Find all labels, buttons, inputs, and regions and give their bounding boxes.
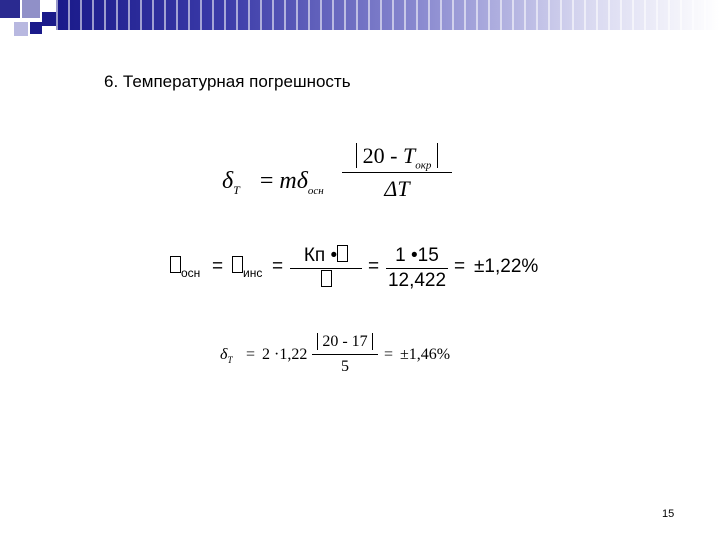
fraction-denominator [290,269,362,293]
formula-temperature-calc [220,330,480,386]
formula3-factor: 2 ·1,22 [262,346,308,363]
formula1-lhs [222,168,324,198]
fraction-denominator: 5 [341,358,349,375]
decor-square [14,22,28,36]
fraction-numerator [312,330,378,354]
formula-temperature-error [222,140,462,210]
fraction-denominator: ΔT [384,176,410,201]
formula2-fraction2 [386,244,448,293]
missing-glyph-box [170,256,181,273]
fraction-numerator: 1 •15 [395,245,439,266]
decor-square [22,0,40,18]
decor-square [30,22,42,34]
lhs-subscript: осн [181,265,201,280]
equals-sign: = [272,256,284,277]
delta-subscript: T [233,182,240,197]
delta-subscript: T [227,355,233,366]
missing-glyph-box [337,245,348,262]
missing-glyph-box [321,270,332,287]
formula3-lhs [220,346,232,365]
delta-symbol: δ [220,346,228,363]
formula1-fraction [342,140,452,205]
equals-sign: = [368,256,380,277]
absolute-value [356,143,439,172]
fraction-numerator [342,140,452,172]
absolute-value: 20 - 17 [317,333,372,350]
numerator-text: 20 - [362,143,403,168]
slide-title: 6. Температурная погрешность [104,72,351,91]
formula-basic-error [170,245,550,304]
delta-symbol: δ [296,168,308,194]
equals-sign: = [384,346,394,363]
fraction-numerator [290,244,362,268]
equals-sign: = [212,256,224,277]
delta-symbol: δ [222,168,234,194]
formula2-mid [232,256,262,280]
page-number: 15 [662,508,675,520]
missing-glyph-box [232,256,243,273]
mid-subscript: инс [243,265,263,280]
equals-sign: = [454,256,466,277]
equals-sign: = [259,168,274,194]
formula2-fraction1 [290,244,362,293]
formula3-fraction [312,330,378,379]
m-symbol: m [279,168,297,194]
delta-subscript: осн [307,184,324,197]
decor-square [42,12,56,26]
numerator-text: Кп • [303,245,338,266]
formula3-result: ±1,46% [400,346,451,363]
equals-sign: = [246,346,256,363]
decor-square [0,0,20,18]
header-stripes [56,0,720,30]
fraction-denominator: 12,422 [387,270,447,291]
T-subscript: окр [415,159,432,172]
formula2-lhs [170,256,200,280]
formula2-result: ±1,22% [474,256,539,277]
T-symbol: T [402,143,416,168]
